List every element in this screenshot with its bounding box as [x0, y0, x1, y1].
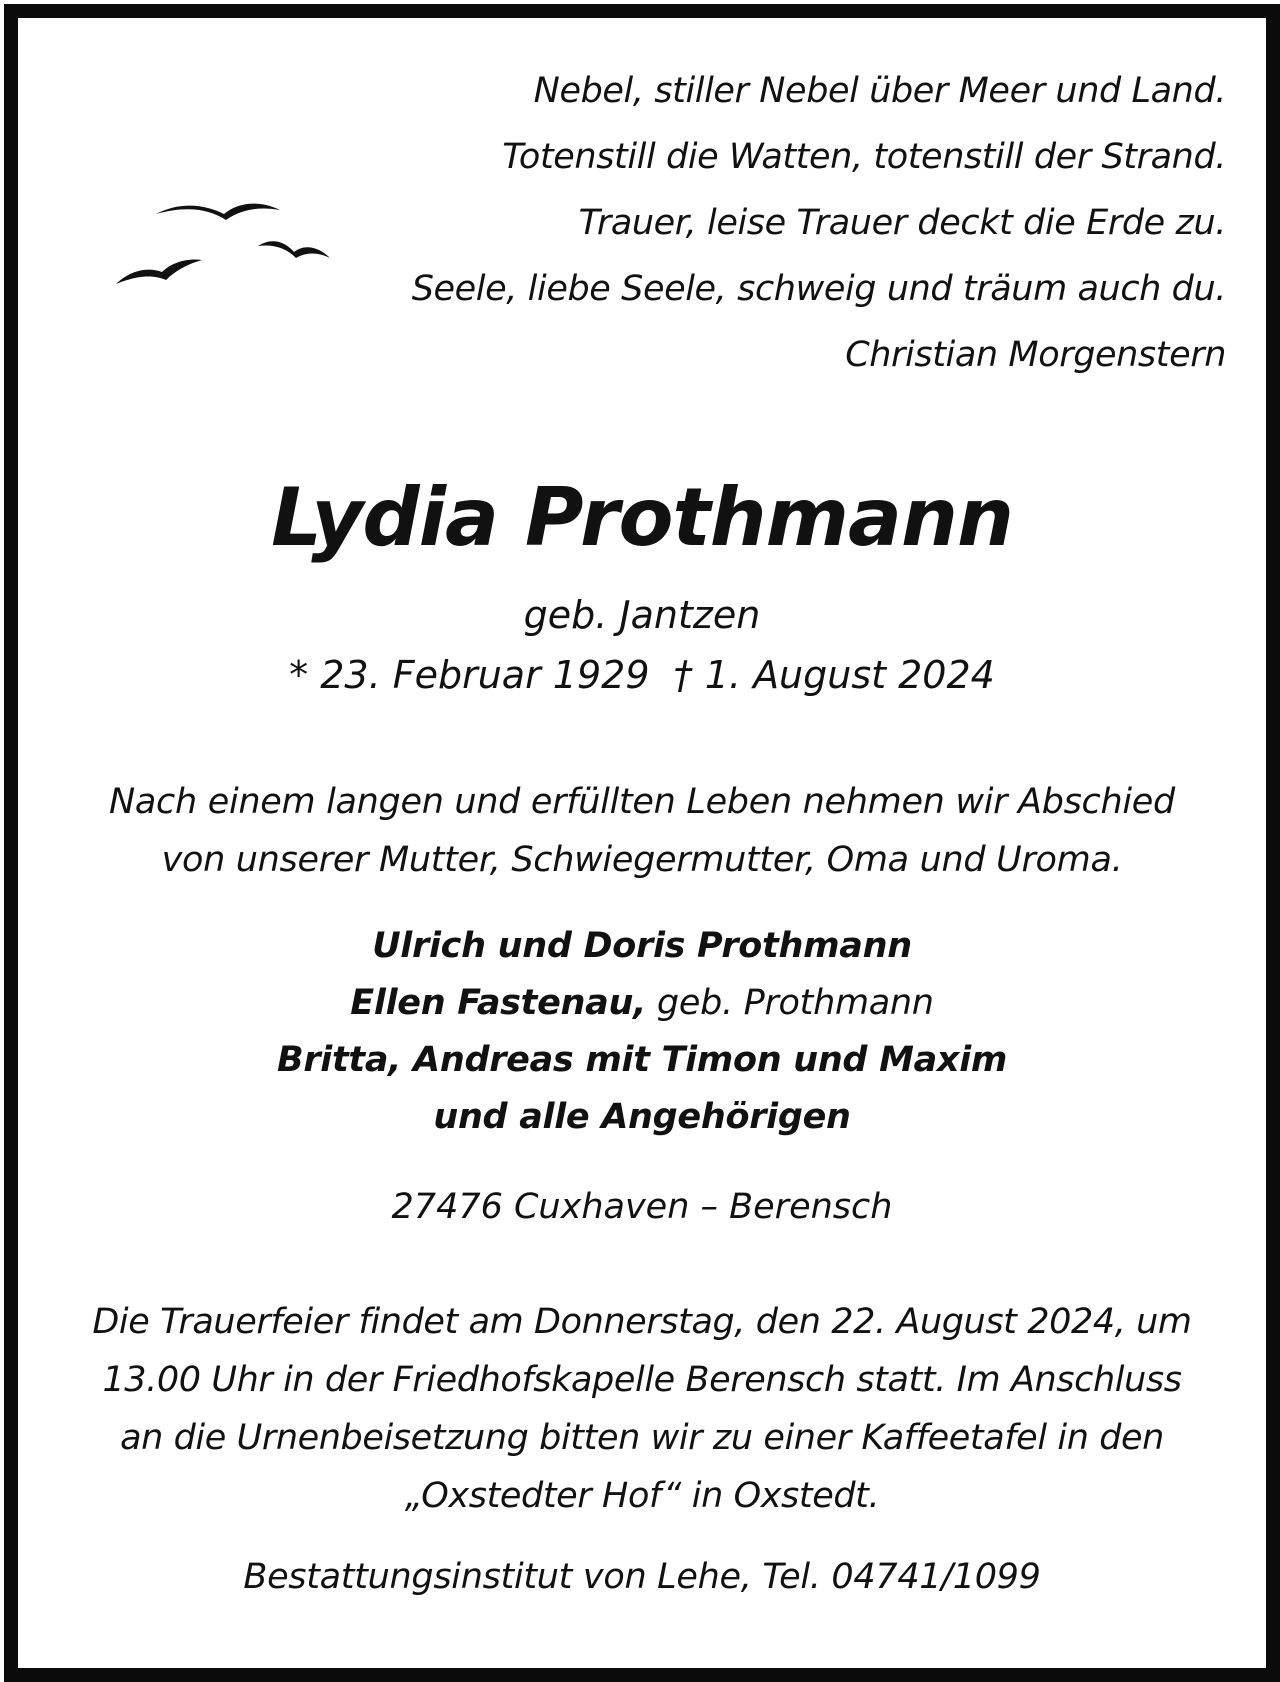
mourner-line: Ulrich und Doris Prothmann — [372, 926, 912, 966]
service-line: Die Trauerfeier findet am Donnerstag, den 22. August 2024, um — [92, 1302, 1192, 1342]
service-line: 13.00 Uhr in der Friedhofskapelle Berensch statt. Im Anschluss — [102, 1360, 1182, 1400]
flying-birds-icon — [98, 188, 338, 308]
mourner-name: Ellen Fastenau, — [350, 983, 647, 1023]
undertaker-info: Bestattungsinstitut von Lehe, Tel. 04741/1099 — [243, 1557, 1041, 1597]
service-info — [18, 1293, 1266, 1525]
farewell-line: Nach einem langen und erfüllten Leben nehmen wir Abschied — [109, 782, 1175, 822]
farewell-line: von unserer Mutter, Schwiegermutter, Oma und Uroma. — [161, 840, 1123, 880]
place: 27476 Cuxhaven – Berensch — [391, 1187, 893, 1227]
deceased-name: Lydia Prothmann — [271, 471, 1013, 564]
poem-line: Nebel, stiller Nebel über Meer und Land. — [533, 71, 1226, 111]
poem-line: Totenstill die Watten, totenstill der Strand. — [502, 137, 1226, 177]
life-dates: * 23. Februar 1929 † 1. August 2024 — [289, 653, 995, 697]
service-line: „Oxstedter Hof“ in Oxstedt. — [404, 1476, 880, 1516]
obituary-frame — [4, 4, 1280, 1682]
farewell-text — [18, 773, 1266, 889]
mourner-maiden-name: geb. Prothmann — [646, 983, 934, 1023]
poem-line: Seele, liebe Seele, schweig und träum auch du. — [411, 269, 1226, 309]
mourners-list — [18, 918, 1266, 1146]
mourner-line — [18, 975, 1266, 1032]
mourner-line: und alle Angehörigen — [433, 1097, 851, 1137]
maiden-name: geb. Jantzen — [523, 593, 761, 637]
service-line: an die Urnenbeisetzung bitten wir zu einer Kaffeetafel in den — [120, 1418, 1164, 1458]
poem-author: Christian Morgenstern — [845, 335, 1226, 375]
mourner-line: Britta, Andreas mit Timon und Maxim — [276, 1040, 1008, 1080]
poem-line: Trauer, leise Trauer deckt die Erde zu. — [578, 203, 1226, 243]
poem — [412, 58, 1226, 388]
